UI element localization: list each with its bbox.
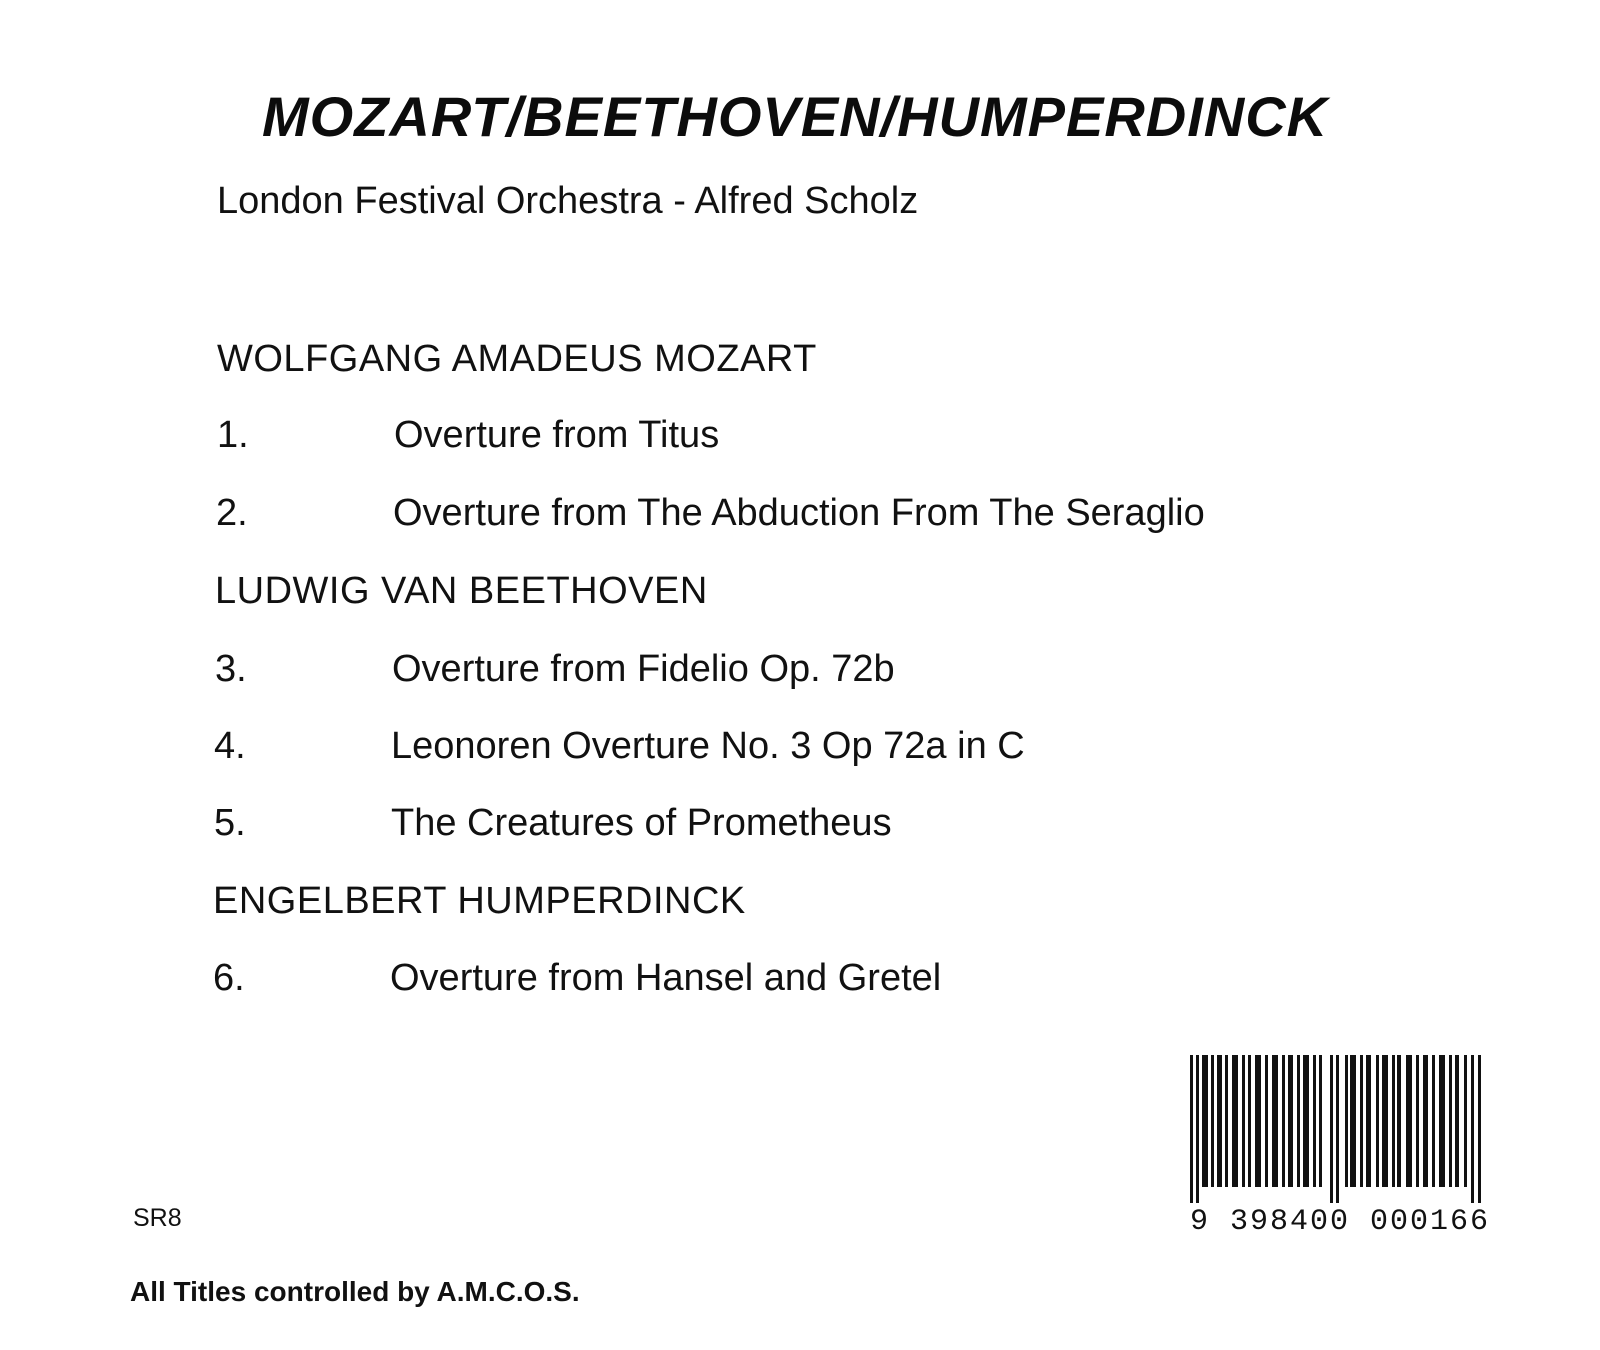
track-title: Overture from The Abduction From The Seraglio <box>393 492 1205 534</box>
track-number: 1. <box>217 414 249 456</box>
composer-heading-beethoven: LUDWIG VAN BEETHOVEN <box>215 570 708 612</box>
composer-heading-mozart: WOLFGANG AMADEUS MOZART <box>217 338 817 380</box>
track-number: 4. <box>214 725 246 767</box>
catalog-number: SR8 <box>133 1204 182 1232</box>
track-row <box>213 957 941 1000</box>
track-title: The Creatures of Prometheus <box>391 802 892 844</box>
barcode-bars <box>1190 1055 1500 1203</box>
track-number: 3. <box>215 648 247 690</box>
track-row <box>214 802 892 845</box>
barcode-number: 9 398400 000166 <box>1190 1205 1491 1239</box>
track-title: Leonoren Overture No. 3 Op 72a in C <box>391 725 1025 767</box>
rights-notice: All Titles controlled by A.M.C.O.S. <box>130 1276 580 1307</box>
track-number: 2. <box>216 492 248 534</box>
track-number: 6. <box>213 957 245 999</box>
performer-credit: London Festival Orchestra - Alfred Scholz <box>217 180 919 222</box>
track-title: Overture from Hansel and Gretel <box>390 957 942 999</box>
track-number: 5. <box>214 802 246 844</box>
track-row <box>216 492 1205 535</box>
album-title: MOZART/BEETHOVEN/HUMPERDINCK <box>262 85 1329 148</box>
track-title: Overture from Fidelio Op. 72b <box>392 648 895 690</box>
track-row <box>214 725 1025 768</box>
track-row <box>217 414 719 457</box>
track-title: Overture from Titus <box>394 414 720 456</box>
barcode <box>1190 1055 1530 1239</box>
track-row <box>215 648 895 691</box>
composer-heading-humperdinck: ENGELBERT HUMPERDINCK <box>213 880 746 922</box>
